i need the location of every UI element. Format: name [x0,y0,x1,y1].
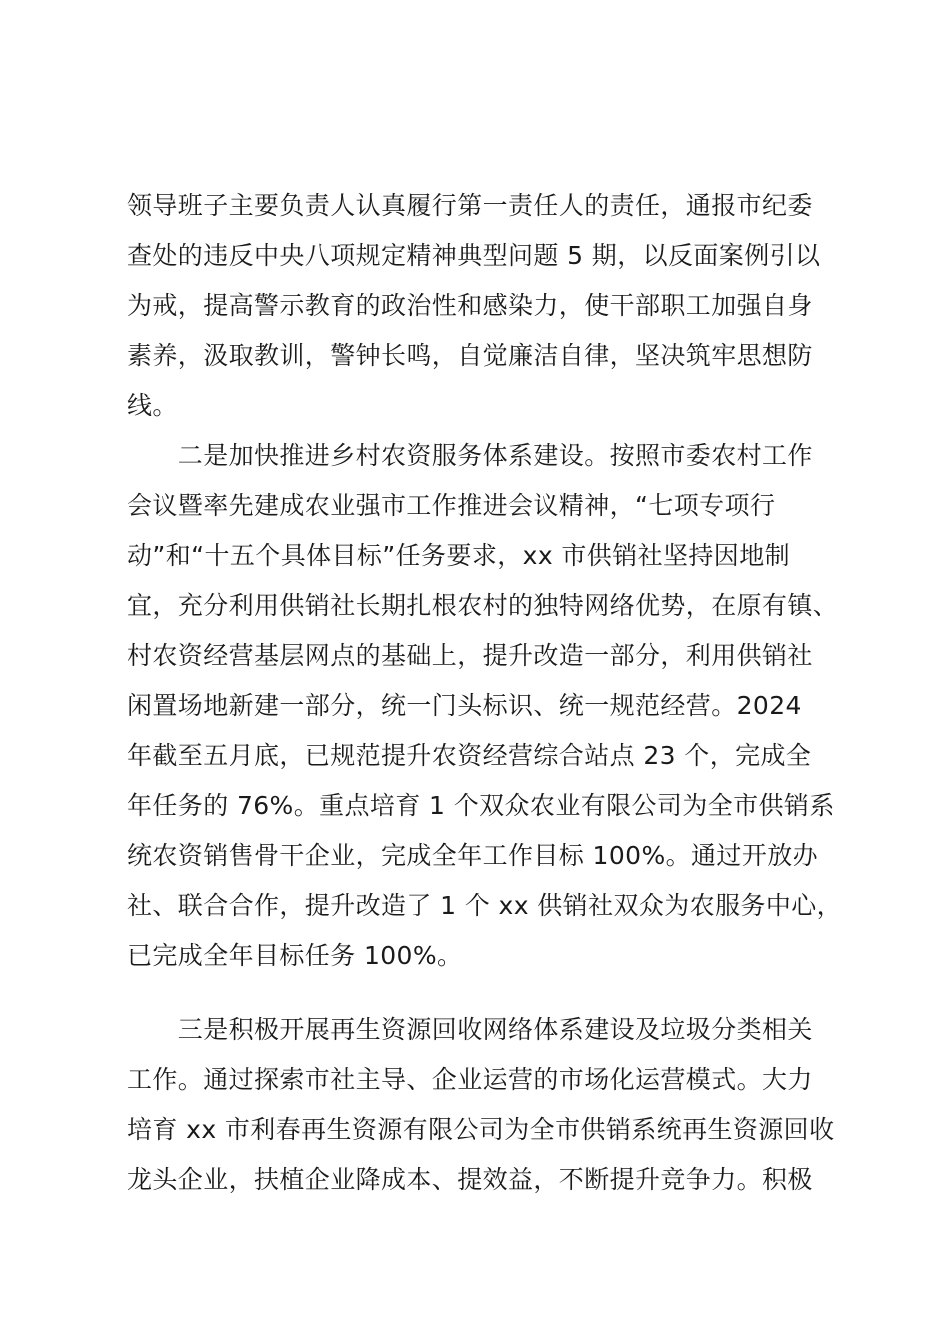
document-body [127,181,847,1205]
text-line: 三是积极开展再生资源回收网络体系建设及垃圾分类相关 [127,1015,813,1044]
text-line: 年截至五月底，已规范提升农资经营综合站点 23 个，完成全 [127,741,812,770]
text-line: 素养，汲取教训，警钟长鸣，自觉廉洁自律，坚决筑牢思想防 [127,341,813,370]
text-line: 工作。通过探索市社主导、企业运营的市场化运营模式。大力 [127,1065,813,1094]
text-line: 村农资经营基层网点的基础上，提升改造一部分，利用供销社 [127,641,813,670]
text-line: 年任务的 76%。重点培育 1 个双众农业有限公司为全市供销系 [127,791,835,820]
text-line: 宜，充分利用供销社长期扎根农村的独特网络优势，在原有镇、 [127,591,839,620]
text-line: 培育 xx 市利春再生资源有限公司为全市供销系统再生资源回收 [127,1115,835,1144]
text-line: 领导班子主要负责人认真履行第一责任人的责任，通报市纪委 [127,191,813,220]
paragraph-2 [127,431,847,981]
text-line: 社、联合合作，提升改造了 1 个 xx 供销社双众为农服务中心， [127,891,843,920]
text-line: 会议暨率先建成农业强市工作推进会议精神，“七项专项行 [127,491,776,520]
paragraph-1 [127,181,847,431]
text-line: 统农资销售骨干企业，完成全年工作目标 100%。通过开放办 [127,841,819,870]
paragraph-spacing [127,981,847,1005]
text-line: 已完成全年目标任务 100%。 [127,941,463,970]
text-line: 查处的违反中央八项规定精神典型问题 5 期，以反面案例引以 [127,241,821,270]
text-line: 为戒，提高警示教育的政治性和感染力，使干部职工加强自身 [127,291,813,320]
text-line: 龙头企业，扶植企业降成本、提效益，不断提升竞争力。积极 [127,1165,813,1194]
text-line: 动”和“十五个具体目标”任务要求，xx 市供销社坚持因地制 [127,541,790,570]
paragraph-3 [127,1005,847,1205]
text-line: 闲置场地新建一部分，统一门头标识、统一规范经营。2024 [127,691,802,720]
text-line: 二是加快推进乡村农资服务体系建设。按照市委农村工作 [127,441,813,470]
text-line: 线。 [127,391,178,420]
